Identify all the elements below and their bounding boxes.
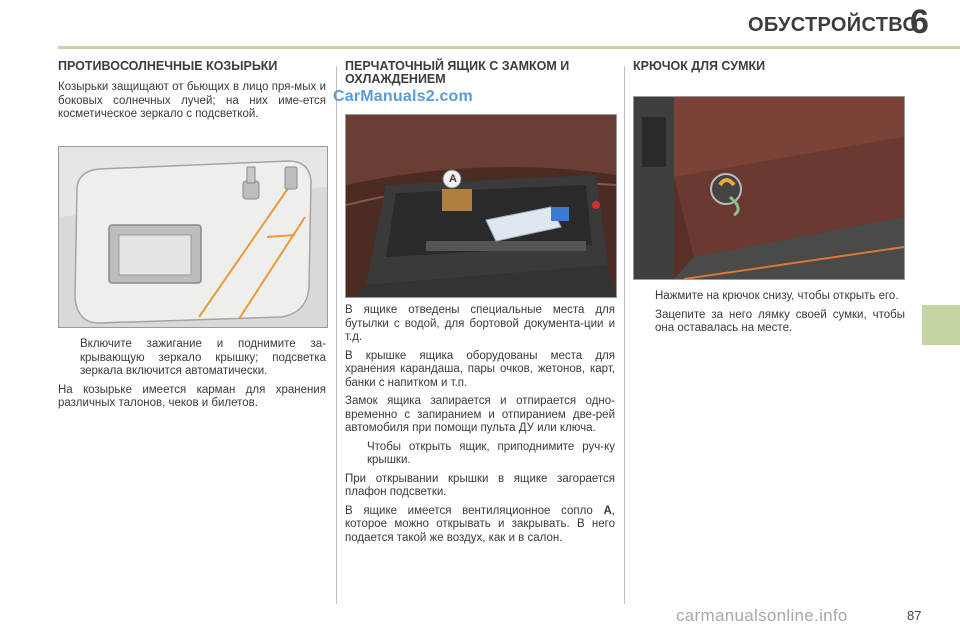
bullet-icon (58, 338, 80, 379)
section-heading-sun-visors: ПРОТИВОСОЛНЕЧНЫЕ КОЗЫРЬКИ (58, 59, 278, 73)
section-heading-glovebox: ПЕРЧАТОЧНЫЙ ЯЩИК С ЗАМКОМ И ОХЛАЖДЕНИЕМ (345, 59, 570, 86)
column-glovebox-heading (345, 60, 615, 94)
section-heading-bag-hook: КРЮЧОК ДЛЯ СУМКИ (633, 59, 766, 73)
header-rule (58, 46, 960, 49)
bag-hook-illustration (633, 96, 905, 280)
chapter-title: ОБУСТРОЙСТВО (748, 14, 919, 36)
watermark-bottom: carmanualsonline.info (676, 606, 848, 625)
glovebox-para-3: Замок ящика запирается и отпирается одно-временно с запиранием и отпиранием две-рей автомобиля при помощи пульта ДУ или ключа. (345, 395, 615, 434)
column-separator (336, 66, 337, 604)
watermark-top: CarManuals2.com (333, 88, 473, 105)
sun-visors-pocket-text: На козырьке имеется карман для хранения различных талонов, чеков и билетов. (58, 383, 326, 409)
sun-visor-illustration (58, 146, 328, 328)
chapter-number: 6 (910, 3, 929, 41)
list-item: Чтобы открыть ящик, приподнимите руч-ку крышки. (345, 441, 615, 468)
list-item: Нажмите на крючок снизу, чтобы открыть его. (633, 290, 905, 304)
list-item: Включите зажигание и поднимите за-крывающую зеркало крышку; подсветка зеркала включится автоматически. (58, 338, 326, 379)
chapter-side-tab (922, 305, 960, 345)
bullet-icon (345, 441, 367, 468)
bullet-icon (633, 309, 655, 336)
vent-label-a: A (449, 173, 457, 185)
column-glovebox-text (345, 304, 615, 550)
column-bag-hook-text (633, 290, 905, 341)
list-item: Зацепите за него лямку своей сумки, чтобы она оставалась на месте. (633, 309, 905, 336)
glovebox-para-4: При открывании крышки в ящике загорается плафон подсветки. (345, 472, 615, 498)
sun-visors-intro: Козырьки защищают от бьющих в лицо пря-мых и боковых солнечных лучей; на них име-ется косметическое зеркало с подсветкой. (58, 81, 326, 120)
column-sun-visors (58, 60, 326, 127)
column-separator (624, 66, 625, 604)
glovebox-para-2: В крышке ящика оборудованы места для хранения карандаша, пары очков, жетонов, карт, банки с напитком и т.п. (345, 349, 615, 389)
column-bag-hook (633, 60, 905, 81)
column-sun-visors-lower (58, 338, 326, 416)
bullet-icon (633, 290, 655, 304)
glovebox-para-5: В ящике имеется вентиляционное сопло A, которое можно открывать и закрывать. В него подается такой же воздух, как и в салон. (345, 504, 615, 544)
glovebox-para-1: В ящике отведены специальные места для бутылки с водой, для бортовой документа-ции и т.д. (345, 304, 615, 343)
glovebox-illustration (345, 114, 617, 298)
page-number: 87 (907, 608, 922, 623)
